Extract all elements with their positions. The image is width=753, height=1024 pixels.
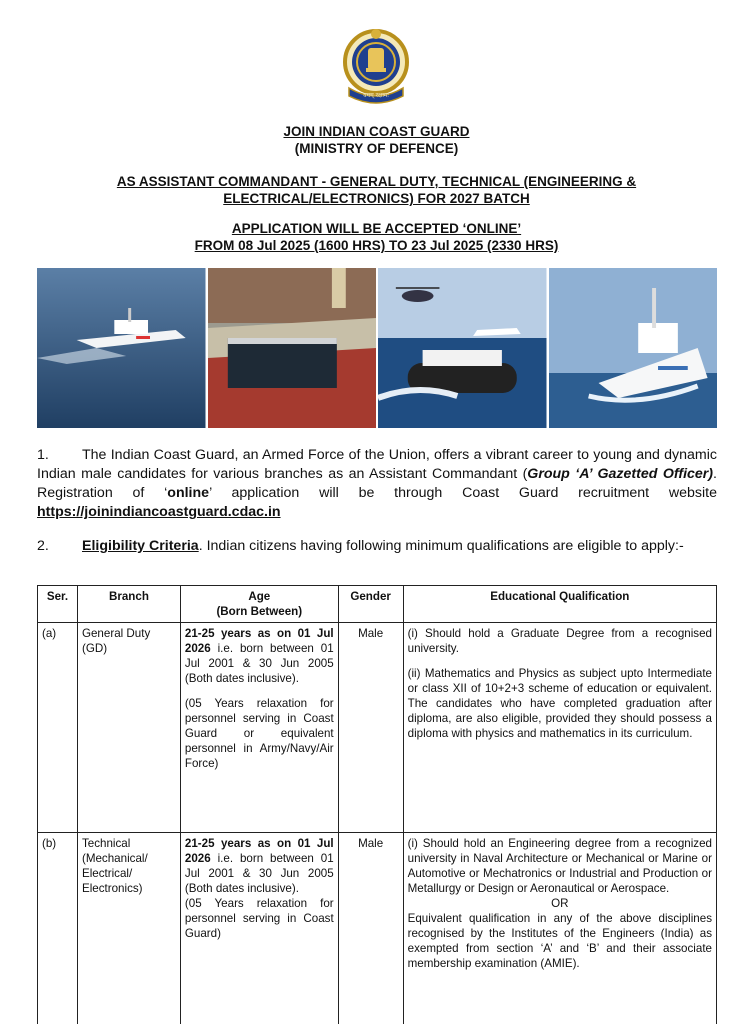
table-row [38,833,717,1024]
row-branch: Technical (Mechanical/ Electrical/ Electronics) [77,833,180,1024]
table-row [38,623,717,833]
header-gender: Gender [338,586,403,623]
table-header-row [38,586,717,623]
photo-strip [37,268,717,428]
header-ser: Ser. [38,586,78,623]
paragraph-eligibility [37,537,717,556]
header-block-3 [40,220,713,254]
row-edu: (i) Should hold an Engineering degree from a recognized university in Naval Architecture or Mechanical or Marine or Automotive or Mechatronics or Industrial and Production or Metallurgy or Design or Aeronautical or Aerospace. OR Equivalent qualification in any of the above disciplines recognised by the Institutes of the Engineers (India) as exempted from section ‘A’ and ‘B’ and their associate membership examination (AMIE). [403,833,716,1024]
row-branch: General Duty (GD) [77,623,180,833]
eligibility-criteria-title: Eligibility Criteria [82,538,199,554]
paragraph-intro [37,446,717,522]
header-title: JOIN INDIAN COAST GUARD [283,124,470,139]
row-ser: (b) [38,833,78,1024]
header-block-1 [40,123,713,157]
header-edu: Educational Qualification [403,586,716,623]
intro-text-a: The Indian Coast Guard, an Armed Force of the Union, offers a vibrant career to young and dynamic Indian male candidates for various branches as an Assistant Commandant ( [37,447,717,482]
row-edu: (i) Should hold a Graduate Degree from a recognised university. (ii) Mathematics and Physics as subject upto Intermediate or class XII of 10+2+3 scheme of education or equivalent. The candidates who have completed graduation after diploma, are also eligible, provided they should possess a diploma with physics and mathematics in its curriculum. [403,623,716,833]
paragraph-number: 1. [37,447,49,463]
row-gender: Male [338,833,403,1024]
eligibility-intro-text: . Indian citizens having following minimum qualifications are eligible to apply:- [198,538,684,554]
paragraph-number: 2. [37,538,49,554]
row-age: 21-25 years as on 01 Jul 2026 i.e. born between 01 Jul 2001 & 30 Jun 2005 (Both dates inclusive). (05 Years relaxation for personnel serving in Coast Guard) [180,833,338,1024]
intro-text-b: . Registration of ‘ [37,466,717,501]
recruitment-website-link[interactable]: https://joinindiancoastguard.cdac.in [37,504,281,520]
header-ministry: (MINISTRY OF DEFENCE) [294,141,459,156]
hovercraft-helicopter-photo [378,268,547,428]
header-post-line1: AS ASSISTANT COMMANDANT - GENERAL DUTY, TECHNICAL (ENGINEERING & [116,174,637,189]
header-post-line2: ELECTRICAL/ELECTRONICS) FOR 2027 BATCH [223,191,530,206]
row-age: 21-25 years as on 01 Jul 2026 i.e. born between 01 Jul 2001 & 30 Jun 2005 (Both dates inclusive). (05 Years relaxation for personnel serving in Coast Guard or equivalent personnel in Army/Navy/Air Force) [180,623,338,833]
header-application-mode: APPLICATION WILL BE ACCEPTED ‘ONLINE’ [231,221,522,236]
header-application-dates: FROM 08 Jul 2025 (1600 HRS) TO 23 Jul 2025 (2330 HRS) [194,238,559,253]
emblem-motto: वयम् रक्षामः [363,92,389,99]
coast-guard-emblem-icon [341,26,411,106]
header-block-2 [40,173,713,207]
patrol-vessel-photo [37,268,206,428]
ship-bow-photo [549,268,718,428]
parade-photo [208,268,377,428]
intro-text-c: ’ application will be through Coast Guard recruitment website [209,485,718,501]
online-text: online [167,485,210,501]
header-age: Age (Born Between) [180,586,338,623]
eligibility-table [37,585,717,1024]
group-a-officer-text: Group ‘A’ Gazetted Officer) [527,466,714,482]
row-ser: (a) [38,623,78,833]
row-gender: Male [338,623,403,833]
header-branch: Branch [77,586,180,623]
